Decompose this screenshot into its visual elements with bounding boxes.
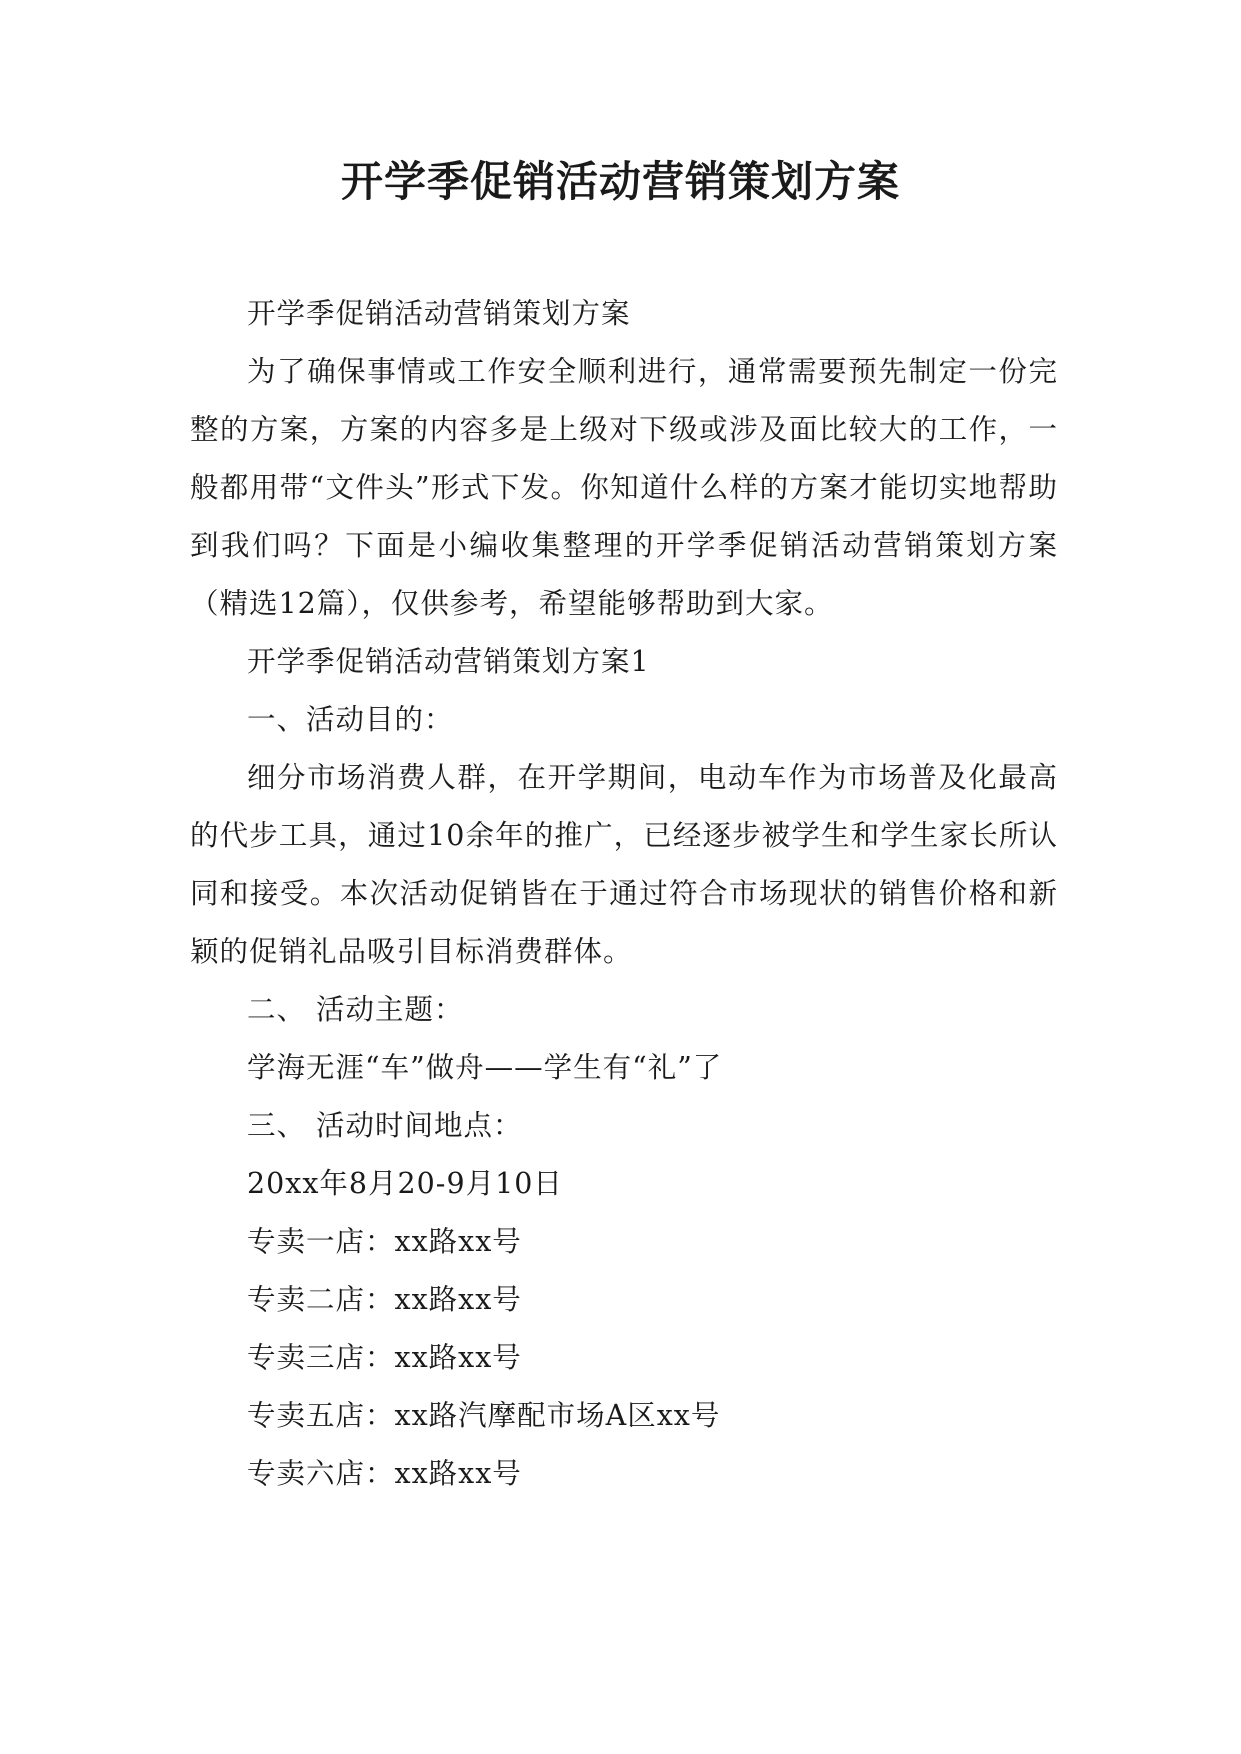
purpose-paragraph: 细分市场消费人群，在开学期间，电动车作为市场普及化最高的代步工具，通过10余年的推广，已经逐步被学生和学生家长所认同和接受。本次活动促销皆在于通过符合市场现状的销售价格和新颖的促销礼品吸引目标消费群体。 [190, 761, 1058, 968]
item-heading-purpose: 一、活动目的： [247, 703, 454, 736]
intro-paragraph: 为了确保事情或工作安全顺利进行，通常需要预先制定一份完整的方案，方案的内容多是上级对下级或涉及面比较大的工作，一般都用带“文件头”形式下发。你知道什么样的方案才能切实地帮助到我们吗？下面是小编收集整理的开学季促销活动营销策划方案（精选12篇），仅供参考，希望能够帮助到大家。 [190, 355, 1058, 620]
subtitle-paragraph: 开学季促销活动营销策划方案 [247, 297, 631, 330]
document-body [190, 285, 1058, 1503]
date-paragraph: 20xx年8月20-9月10日 [247, 1167, 563, 1200]
store-line: 专卖六店：xx路xx号 [247, 1457, 522, 1490]
store-line: 专卖五店：xx路汽摩配市场A区xx号 [247, 1399, 721, 1432]
store-line: 专卖一店：xx路xx号 [247, 1225, 522, 1258]
theme-paragraph: 学海无涯“车”做舟——学生有“礼”了 [247, 1051, 723, 1084]
store-line: 专卖三店：xx路xx号 [247, 1341, 522, 1374]
store-line: 专卖二店：xx路xx号 [247, 1283, 522, 1316]
item-heading-theme: 二、 活动主题： [247, 993, 464, 1026]
document-title: 开学季促销活动营销策划方案 [340, 157, 900, 206]
section-heading: 开学季促销活动营销策划方案1 [247, 645, 650, 678]
item-heading-time-place: 三、 活动时间地点： [247, 1109, 523, 1142]
